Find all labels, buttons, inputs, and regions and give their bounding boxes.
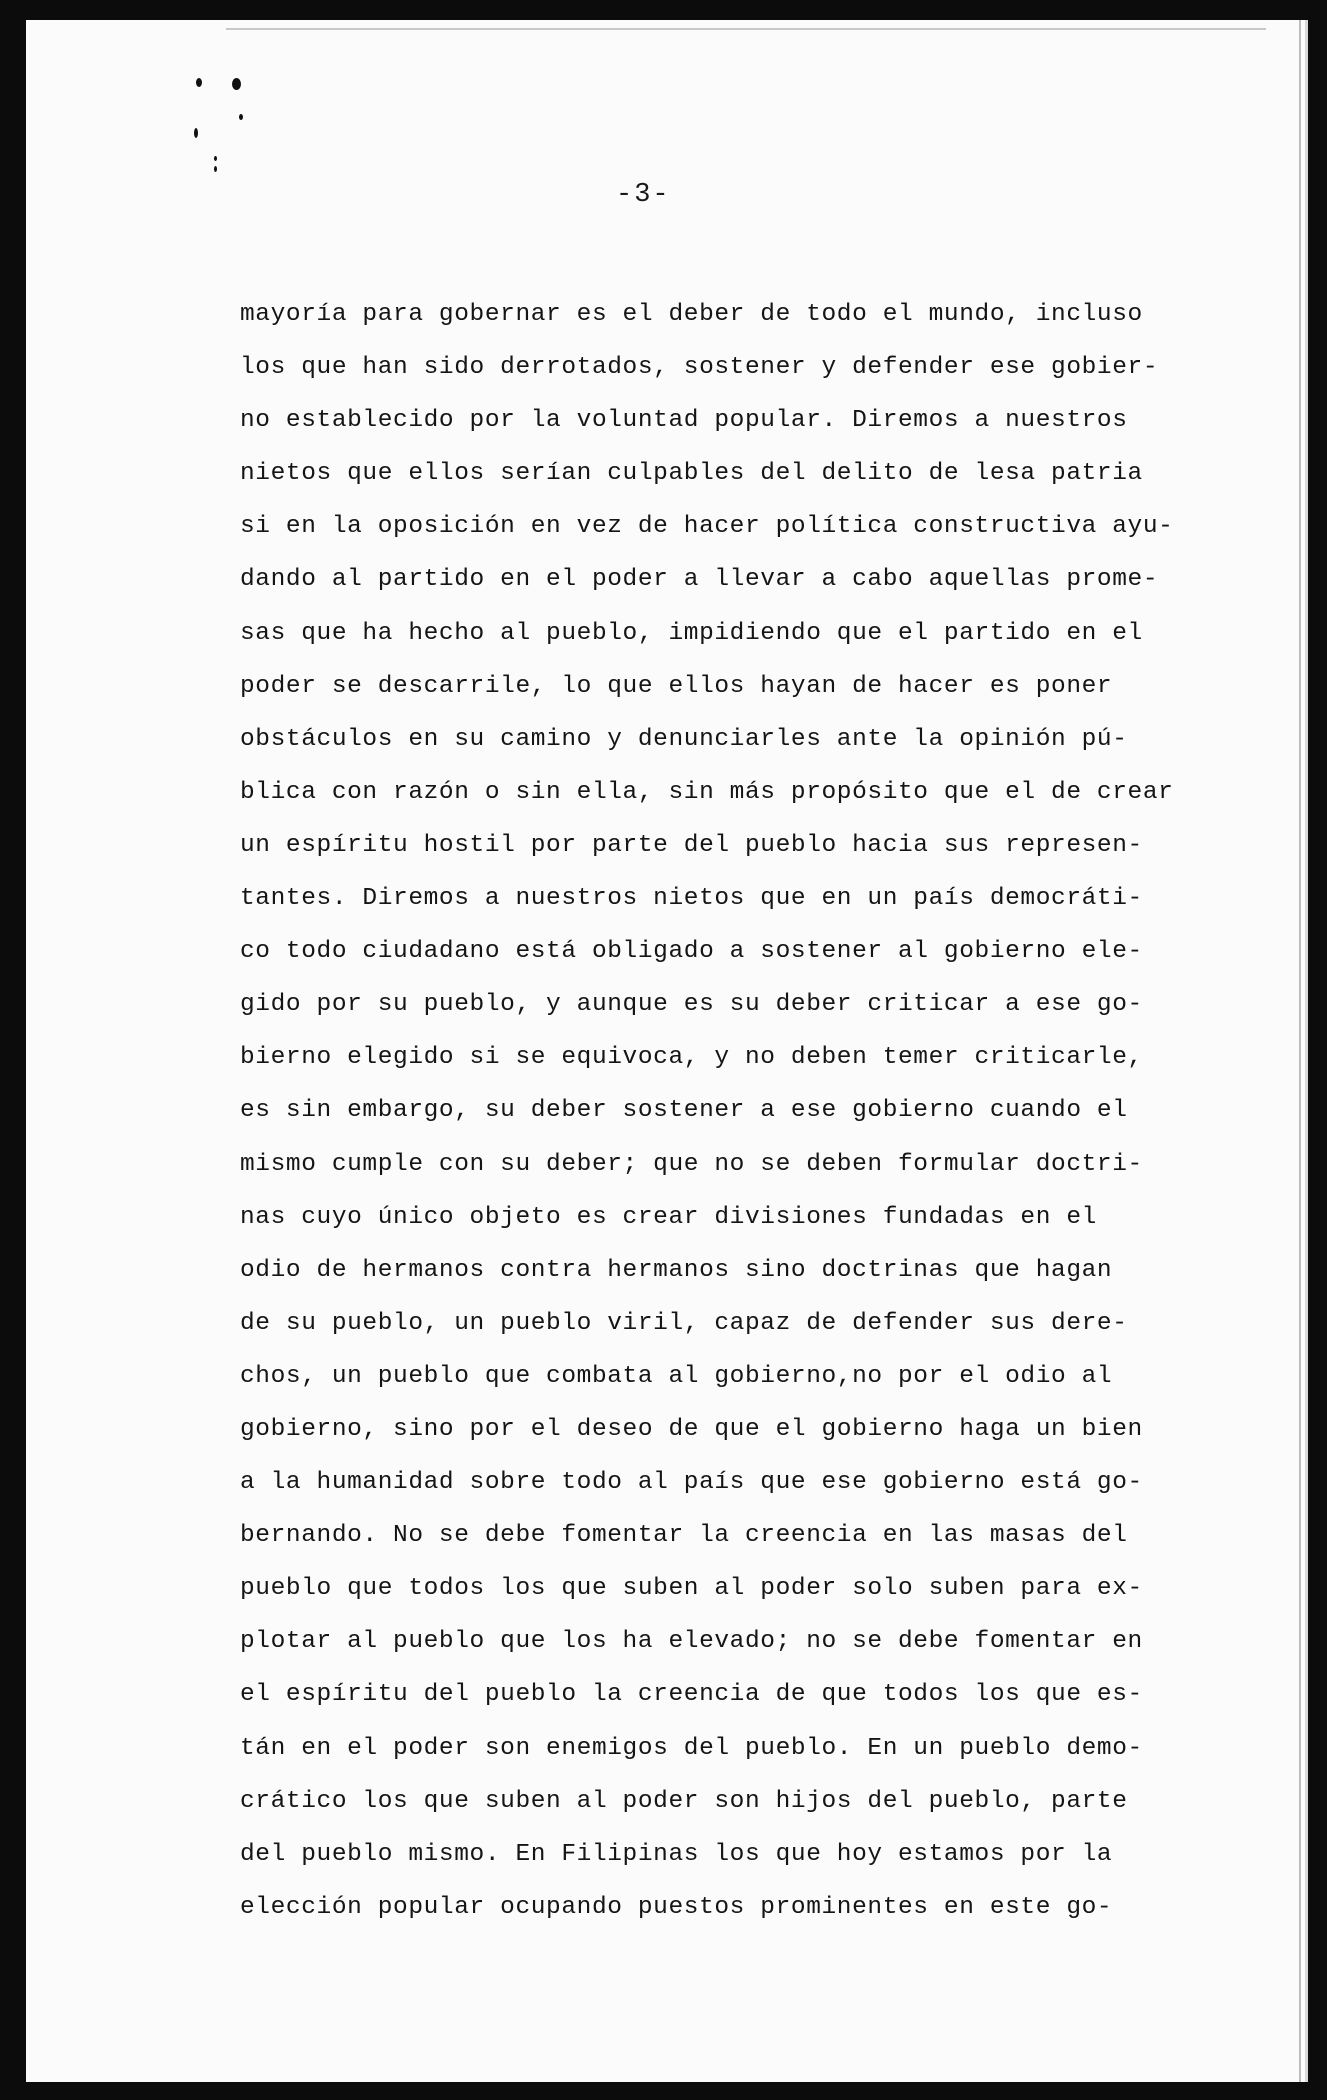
top-edge-rule (226, 28, 1266, 30)
right-edge-rule (1299, 20, 1301, 2082)
text-line: bernando. No se debe fomentar la creencia en las masas del (240, 1522, 1128, 1550)
text-line: gido por su pueblo, y aunque es su deber criticar a ese go- (240, 991, 1143, 1019)
text-line: blica con razón o sin ella, sin más propósito que el de crear (240, 778, 1174, 806)
text-line: sas que ha hecho al pueblo, impidiendo que el partido en el (240, 619, 1143, 647)
text-line: plotar al pueblo que los ha elevado; no se debe fomentar en (240, 1628, 1143, 1656)
text-line: obstáculos en su camino y denunciarles ante la opinión pú- (240, 725, 1128, 753)
document-page (26, 20, 1308, 2082)
punch-mark (196, 78, 202, 87)
text-line: dando al partido en el poder a llevar a cabo aquellas prome- (240, 566, 1159, 594)
text-line: tán en el poder son enemigos del pueblo. En un pueblo demo- (240, 1734, 1143, 1762)
text-line: crático los que suben al poder son hijos del pueblo, parte (240, 1787, 1128, 1815)
text-line: co todo ciudadano está obligado a sostener al gobierno ele- (240, 938, 1143, 966)
text-line: chos, un pueblo que combata al gobierno,no por el odio al (240, 1362, 1113, 1390)
punch-mark (194, 128, 198, 138)
text-line: es sin embargo, su deber sostener a ese gobierno cuando el (240, 1097, 1128, 1125)
text-line: del pueblo mismo. En Filipinas los que hoy estamos por la (240, 1840, 1113, 1868)
page-number: -3- (616, 180, 671, 210)
text-line: pueblo que todos los que suben al poder solo suben para ex- (240, 1575, 1143, 1603)
text-line: bierno elegido si se equivoca, y no deben temer criticarle, (240, 1044, 1143, 1072)
punch-mark (214, 166, 217, 172)
body-text (240, 288, 1250, 1934)
text-line: tantes. Diremos a nuestros nietos que en un país democráti- (240, 885, 1143, 913)
text-line: elección popular ocupando puestos prominentes en este go- (240, 1893, 1113, 1921)
text-line: los que han sido derrotados, sostener y defender ese gobier- (240, 354, 1159, 382)
text-line: a la humanidad sobre todo al país que ese gobierno está go- (240, 1469, 1143, 1497)
text-line: mismo cumple con su deber; que no se deben formular doctri- (240, 1150, 1143, 1178)
text-line: nas cuyo único objeto es crear divisiones fundadas en el (240, 1203, 1097, 1231)
text-line: un espíritu hostil por parte del pueblo hacia sus represen- (240, 831, 1143, 859)
text-line: odio de hermanos contra hermanos sino doctrinas que hagan (240, 1256, 1113, 1284)
text-line: de su pueblo, un pueblo viril, capaz de defender sus dere- (240, 1309, 1128, 1337)
text-line: no establecido por la voluntad popular. Diremos a nuestros (240, 407, 1128, 435)
punch-mark (214, 156, 217, 161)
text-line: poder se descarrile, lo que ellos hayan de hacer es poner (240, 672, 1113, 700)
text-line: el espíritu del pueblo la creencia de que todos los que es- (240, 1681, 1143, 1709)
punch-mark (232, 78, 241, 90)
text-line: si en la oposición en vez de hacer política constructiva ayu- (240, 513, 1174, 541)
text-line: mayoría para gobernar es el deber de todo el mundo, incluso (240, 301, 1143, 328)
text-line: gobierno, sino por el deseo de que el gobierno haga un bien (240, 1415, 1143, 1443)
punch-mark (239, 114, 243, 120)
text-line: nietos que ellos serían culpables del delito de lesa patria (240, 460, 1143, 488)
